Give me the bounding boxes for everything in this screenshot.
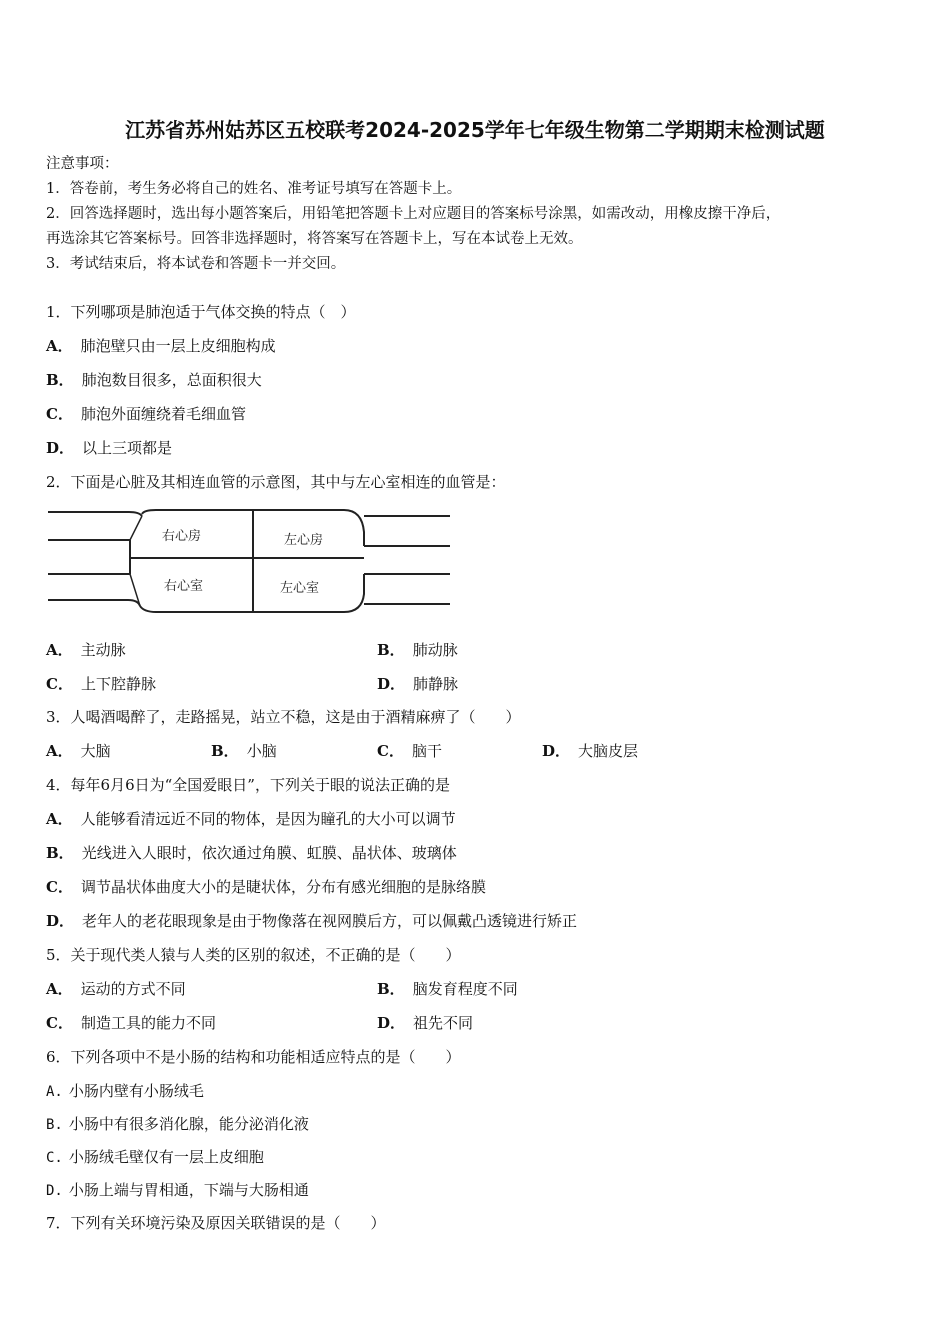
question-2-stem: 2．下面是心脏及其相连血管的示意图，其中与左心室相连的血管是： <box>46 473 506 491</box>
q5-option-a[interactable] <box>46 978 186 999</box>
option-text: 肺泡外面缠绕着毛细血管 <box>80 405 246 423</box>
option-label: A. <box>46 1084 63 1100</box>
q2-option-b[interactable] <box>377 639 458 660</box>
option-label: B. <box>46 1117 63 1133</box>
option-label: A． <box>46 810 73 828</box>
q3-option-d[interactable] <box>542 740 638 761</box>
option-text: 肺泡数目很多，总面积很大 <box>81 371 262 389</box>
q2-option-c[interactable] <box>46 673 156 694</box>
option-label: B． <box>377 980 405 998</box>
option-label: D． <box>377 1014 406 1032</box>
option-label: B． <box>46 371 74 389</box>
option-text: 调节晶状体曲度大小的是睫状体，分布有感光细胞的是脉络膜 <box>80 878 486 896</box>
option-text: 肺动脉 <box>412 641 458 659</box>
option-text: 运动的方式不同 <box>80 980 186 998</box>
notice-heading: 注意事项： <box>46 156 119 172</box>
option-label: C． <box>46 878 73 896</box>
option-label: A． <box>46 641 73 659</box>
option-label: C. <box>46 1150 63 1166</box>
notice-item: 3．考试结束后，将本试卷和答题卡一并交回。 <box>46 256 346 272</box>
q1-option-c[interactable] <box>46 403 246 424</box>
option-text: 小肠绒毛壁仅有一层上皮细胞 <box>68 1148 264 1166</box>
option-label: C． <box>46 405 73 423</box>
option-text: 老年人的老花眼现象是由于物像落在视网膜后方，可以佩戴凸透镜进行矫正 <box>82 912 578 930</box>
option-label: D． <box>377 675 406 693</box>
option-label: C． <box>46 1014 73 1032</box>
left-atrium-label: 左心房 <box>284 533 324 548</box>
option-text: 小肠内壁有小肠绒毛 <box>68 1082 204 1100</box>
right-atrium-label: 右心房 <box>162 529 202 544</box>
notice-item: 1．答卷前，考生务必将自己的姓名、准考证号填写在答题卡上。 <box>46 181 462 197</box>
question-3-stem: 3．人喝酒喝醉了，走路摇晃，站立不稳，这是由于酒精麻痹了（ ） <box>46 708 521 726</box>
option-label: D． <box>46 912 75 930</box>
option-label: A． <box>46 980 73 998</box>
q6-option-a[interactable] <box>46 1080 204 1101</box>
option-label: B． <box>377 641 405 659</box>
q2-option-a[interactable] <box>46 639 126 660</box>
q3-option-a[interactable] <box>46 740 111 761</box>
option-label: B． <box>211 742 239 760</box>
option-text: 人能够看清远近不同的物体，是因为瞳孔的大小可以调节 <box>80 810 456 828</box>
q5-option-c[interactable] <box>46 1012 216 1033</box>
option-text: 以上三项都是 <box>82 439 173 457</box>
q1-option-b[interactable] <box>46 369 262 390</box>
q4-option-c[interactable] <box>46 876 486 897</box>
option-label: A． <box>46 742 73 760</box>
q6-option-c[interactable] <box>46 1146 264 1167</box>
q5-option-d[interactable] <box>377 1012 473 1033</box>
option-text: 小肠上端与胃相通，下端与大肠相通 <box>68 1181 309 1199</box>
question-5-stem: 5．关于现代类人猿与人类的区别的叙述，不正确的是（ ） <box>46 946 461 964</box>
option-text: 大脑皮层 <box>578 742 639 760</box>
option-text: 制造工具的能力不同 <box>80 1014 216 1032</box>
left-ventricle-label: 左心室 <box>280 581 320 596</box>
option-text: 脑干 <box>411 742 442 760</box>
option-text: 脑发育程度不同 <box>412 980 518 998</box>
q5-option-b[interactable] <box>377 978 518 999</box>
option-text: 大脑 <box>80 742 111 760</box>
option-text: 光线进入人眼时，依次通过角膜、虹膜、晶状体、玻璃体 <box>81 844 457 862</box>
option-text: 肺泡壁只由一层上皮细胞构成 <box>80 337 276 355</box>
question-1-stem: 1．下列哪项是肺泡适于气体交换的特点（ ） <box>46 303 356 321</box>
q1-option-d[interactable] <box>46 437 172 458</box>
notice-item: 2．回答选择题时，选出每小题答案后，用铅笔把答题卡上对应题目的答案标号涂黑，如需改动，用橡皮擦干净后， <box>46 206 781 222</box>
option-label: C． <box>46 675 73 693</box>
option-label: C． <box>377 742 404 760</box>
q6-option-d[interactable] <box>46 1179 309 1200</box>
notice-item: 再选涂其它答案标号。回答非选择题时，将答案写在答题卡上，写在本试卷上无效。 <box>46 231 583 247</box>
option-text: 主动脉 <box>80 641 126 659</box>
option-text: 祖先不同 <box>413 1014 474 1032</box>
option-label: B． <box>46 844 74 862</box>
option-label: D． <box>46 439 75 457</box>
q2-option-d[interactable] <box>377 673 458 694</box>
q6-option-b[interactable] <box>46 1113 309 1134</box>
option-text: 小脑 <box>246 742 277 760</box>
option-label: D. <box>46 1183 63 1199</box>
option-text: 小肠中有很多消化腺，能分泌消化液 <box>68 1115 309 1133</box>
question-6-stem: 6．下列各项中不是小肠的结构和功能相适应特点的是（ ） <box>46 1048 461 1066</box>
right-ventricle-label: 右心室 <box>164 579 204 594</box>
question-7-stem: 7．下列有关环境污染及原因关联错误的是（ ） <box>46 1214 386 1232</box>
page-title: 江苏省苏州姑苏区五校联考2024-2025学年七年级生物第二学期期末检测试题 <box>125 118 825 142</box>
option-text: 肺静脉 <box>413 675 459 693</box>
q4-option-b[interactable] <box>46 842 457 863</box>
option-label: A． <box>46 337 73 355</box>
heart-diagram <box>44 502 454 618</box>
option-text: 上下腔静脉 <box>80 675 156 693</box>
q3-option-c[interactable] <box>377 740 442 761</box>
q3-option-b[interactable] <box>211 740 277 761</box>
q4-option-d[interactable] <box>46 910 577 931</box>
option-label: D． <box>542 742 571 760</box>
question-4-stem: 4．每年6月6日为“全国爱眼日”，下列关于眼的说法正确的是 <box>46 776 450 794</box>
q1-option-a[interactable] <box>46 335 276 356</box>
q4-option-a[interactable] <box>46 808 456 829</box>
